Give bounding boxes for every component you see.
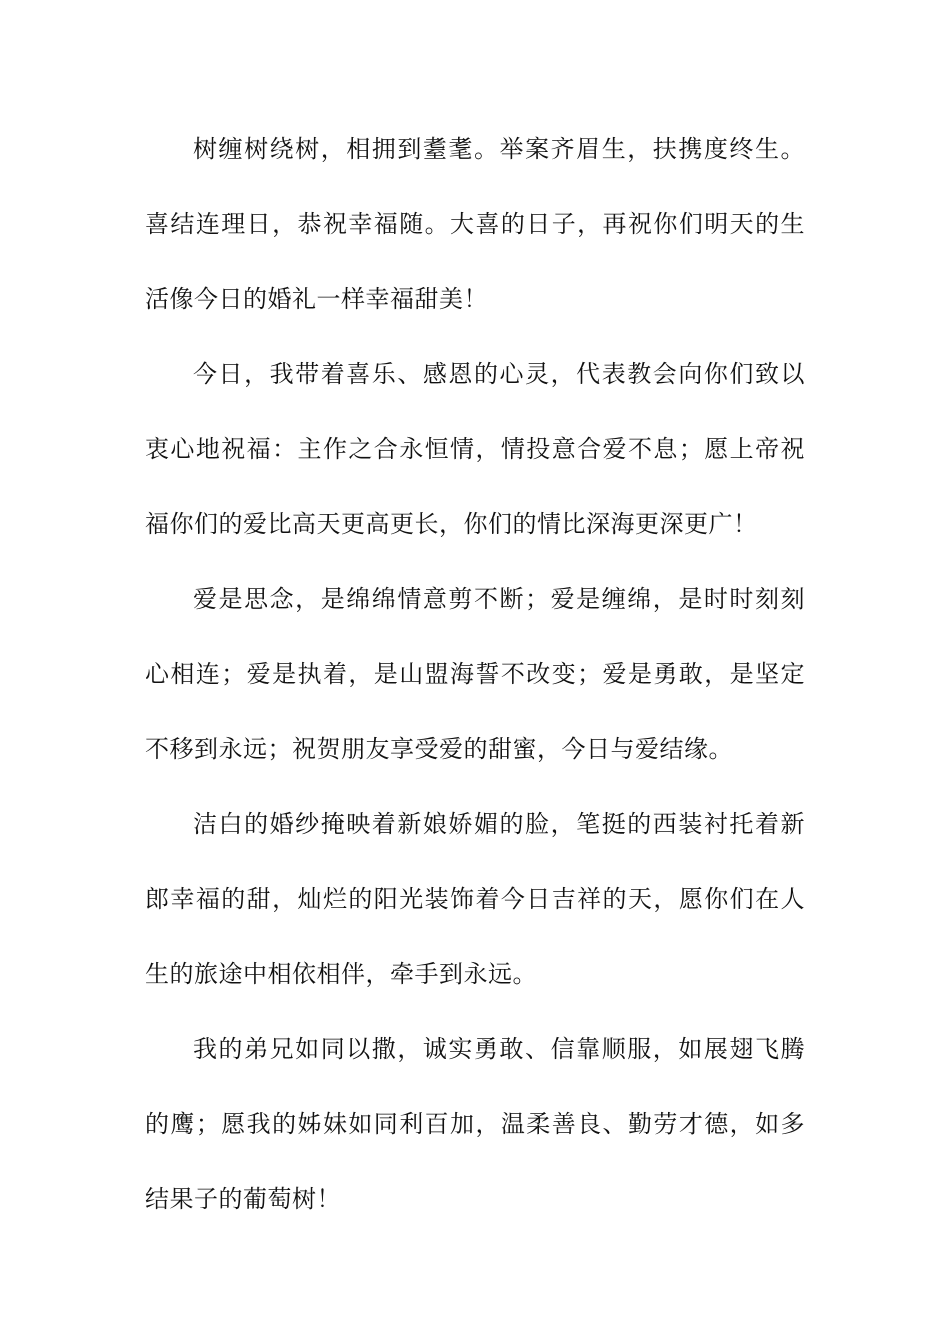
paragraph-5: 我的弟兄如同以撒，诚实勇敢、信靠顺服，如展翅飞腾的鹰；愿我的姊妹如同利百加，温柔善良、勤劳才德，如多结果子的葡萄树！ <box>145 1035 805 1213</box>
paragraph-4: 洁白的婚纱掩映着新娘娇媚的脸，笔挺的西装衬托着新郎幸福的甜，灿烂的阳光装饰着今日吉祥的天，愿你们在人生的旅途中相依相伴，牵手到永远。 <box>145 810 805 988</box>
paragraph-2: 今日，我带着喜乐、感恩的心灵，代表教会向你们致以衷心地祝福：主作之合永恒情，情投意合爱不息；愿上帝祝福你们的爱比高天更高更长，你们的情比深海更深更广！ <box>145 360 805 538</box>
paragraph-1: 树缠树绕树，相拥到耋耄。举案齐眉生，扶携度终生。喜结连理日，恭祝幸福随。大喜的日子，再祝你们明天的生活像今日的婚礼一样幸福甜美！ <box>145 135 805 313</box>
paragraph-3: 爱是思念，是绵绵情意剪不断；爱是缠绵，是时时刻刻心相连；爱是执着，是山盟海誓不改变；爱是勇敢，是坚定不移到永远；祝贺朋友享受爱的甜蜜，今日与爱结缘。 <box>145 585 805 763</box>
